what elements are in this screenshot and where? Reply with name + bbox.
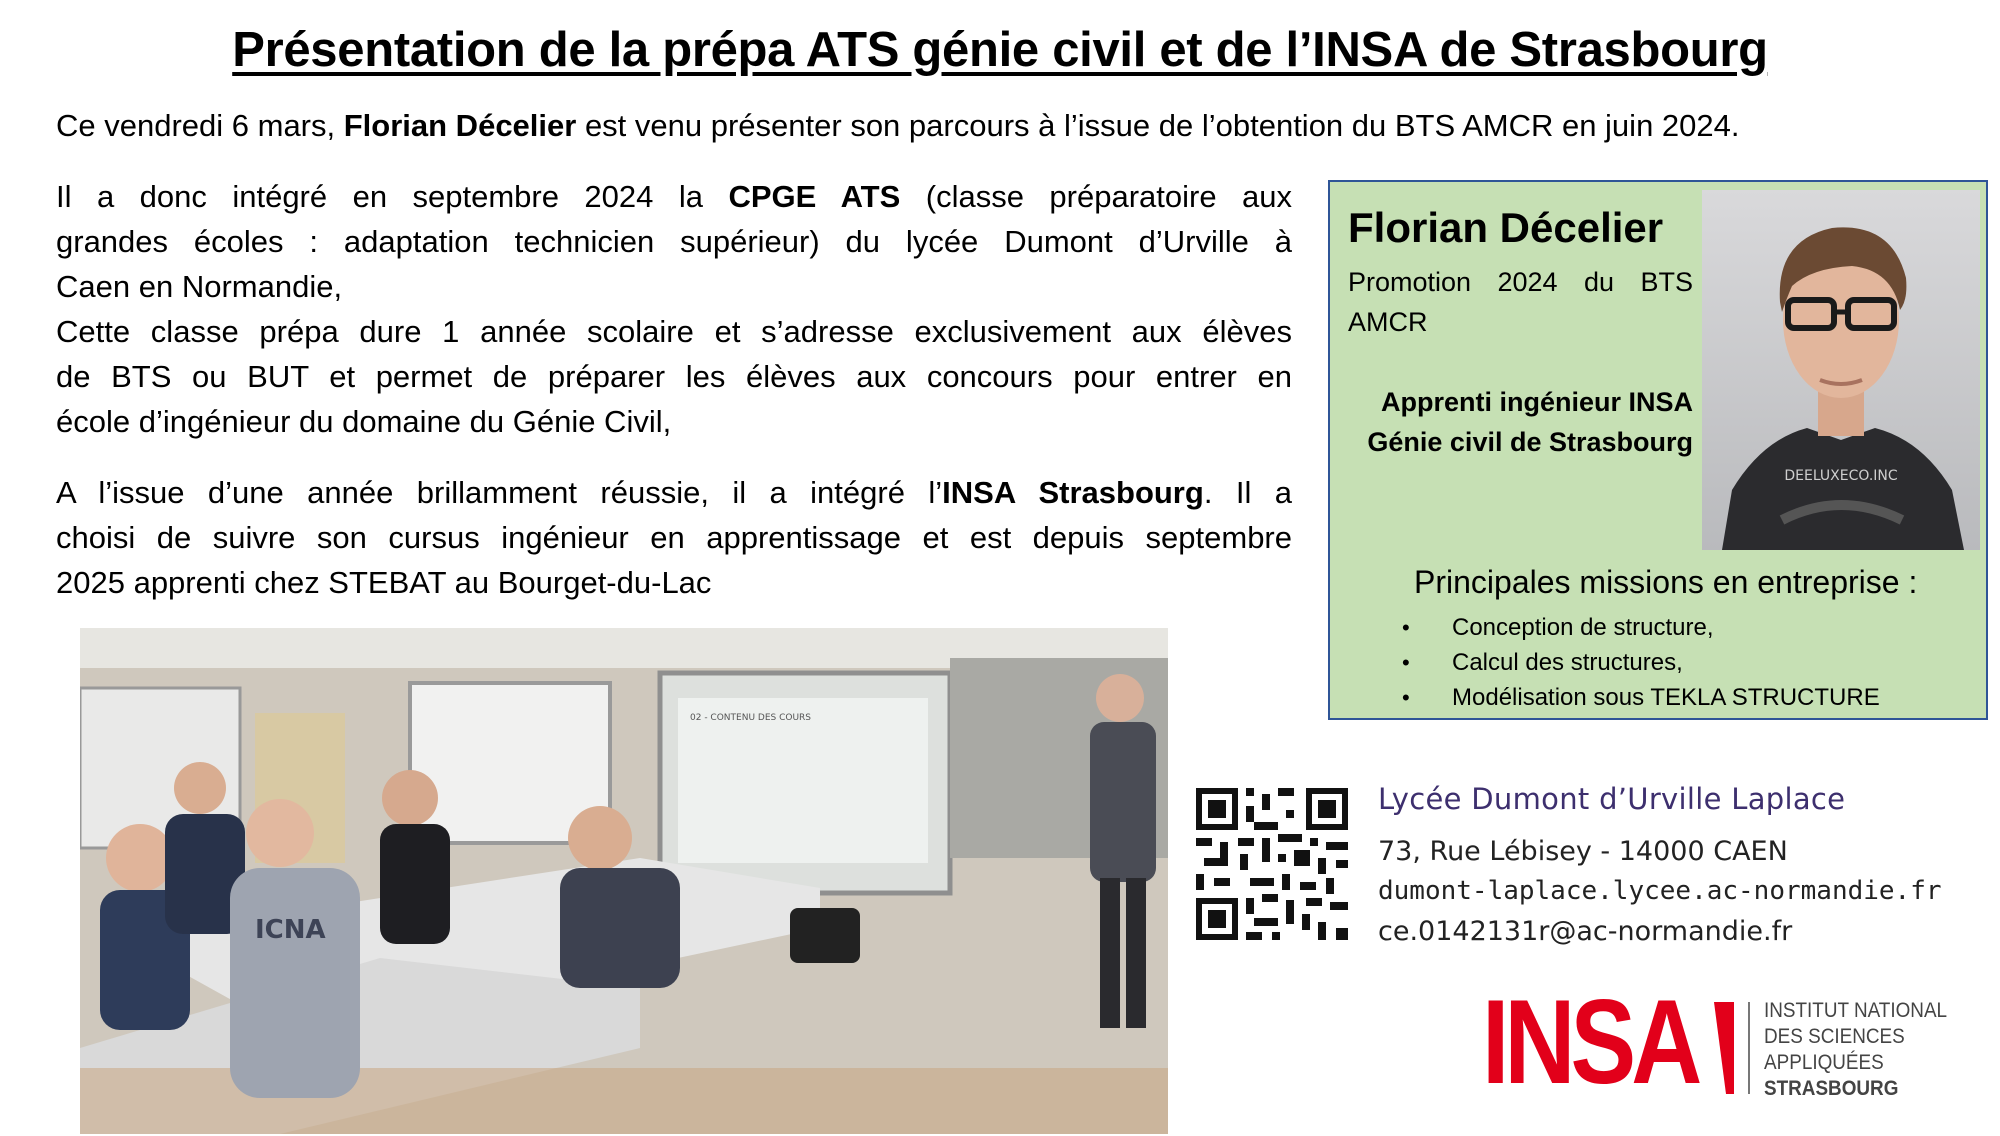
insa-logo-mark-icon xyxy=(1714,1002,1734,1094)
profile-promotion: Promotion 2024 du BTS AMCR xyxy=(1348,267,1693,337)
school-address: 73, Rue Lébisey - 14000 CAEN xyxy=(1378,836,1788,867)
profile-role: Apprenti ingénieur INSA Génie civil de Strasbourg xyxy=(1367,387,1693,457)
intro-name: Florian Décelier xyxy=(343,108,577,143)
paragraph-cpge xyxy=(56,174,1292,444)
school-website[interactable]: dumont-laplace.lycee.ac-normandie.fr xyxy=(1378,876,1942,906)
insa-highlight: INSA Strasbourg xyxy=(942,475,1204,510)
logo-divider xyxy=(1748,1002,1750,1094)
school-email[interactable]: ce.0142131r@ac-normandie.fr xyxy=(1378,916,1793,947)
paragraph-line: Cette classe prépa dure 1 année scolaire et s’adresse exclusivement aux élèves xyxy=(56,314,1292,349)
list-item: • Calcul des structures, xyxy=(1402,645,1880,680)
insa-logo-wordmark: INSA xyxy=(1482,975,1698,1109)
list-item: • Conception de structure, xyxy=(1402,610,1880,645)
missions-list xyxy=(1402,610,1880,715)
cpge-highlight: CPGE ATS xyxy=(728,179,901,214)
paragraph-line: choisi de suivre son cursus ingénieur en apprentissage et est depuis septembre xyxy=(56,520,1292,555)
page-title: Présentation de la prépa ATS génie civil et de l’INSA de Strasbourg xyxy=(232,23,1768,77)
intro-after: est venu présenter son parcours à l’issue de l’obtention du BTS AMCR en juin 2024. xyxy=(576,108,1740,143)
paragraph-line: A l’issue d’une année brillamment réussie, il a intégré l’INSA Strasbourg. Il a xyxy=(56,475,1292,510)
intro-before: Ce vendredi 6 mars, xyxy=(56,108,344,143)
qr-code[interactable] xyxy=(1196,788,1348,940)
insa-logo-text: INSTITUT NATIONAL DES SCIENCES APPLIQUÉES STRASBOURG xyxy=(1764,999,1948,1100)
list-item: • Modélisation sous TEKLA STRUCTURE xyxy=(1402,680,1880,715)
paragraph-line: 2025 apprenti chez STEBAT au Bourget-du-Lac xyxy=(56,565,712,600)
school-name: Lycée Dumont d’Urville Laplace xyxy=(1378,782,1846,816)
paragraph-line: Il a donc intégré en septembre 2024 la CPGE ATS (classe préparatoire aux xyxy=(56,179,1292,214)
profile-name: Florian Décelier xyxy=(1348,204,1664,251)
paragraph-line: Caen en Normandie, xyxy=(56,269,343,304)
paragraph-insa xyxy=(56,470,1292,605)
bullet-icon: • xyxy=(1402,615,1410,640)
tshirt-print: DEELUXECO.INC xyxy=(1784,468,1898,484)
profile-card xyxy=(1328,180,1988,720)
classroom-photo xyxy=(80,628,1168,1134)
paragraph-line: grandes écoles : adaptation technicien supérieur) du lycée Dumont d’Urville à xyxy=(56,224,1292,259)
paragraph-line: de BTS ou BUT et permet de préparer les élèves aux concours pour entrer en xyxy=(56,359,1292,394)
missions-title: Principales missions en entreprise : xyxy=(1414,564,1918,600)
intro-text xyxy=(56,108,1740,144)
slide-heading: 02 - CONTENU DES COURS xyxy=(690,713,811,723)
bullet-icon: • xyxy=(1402,650,1410,675)
sweater-print: ICNA xyxy=(255,915,326,945)
bullet-icon: • xyxy=(1402,685,1410,710)
portrait-photo xyxy=(1702,190,1980,550)
paragraph-line: école d’ingénieur du domaine du Génie Civil, xyxy=(56,404,672,439)
